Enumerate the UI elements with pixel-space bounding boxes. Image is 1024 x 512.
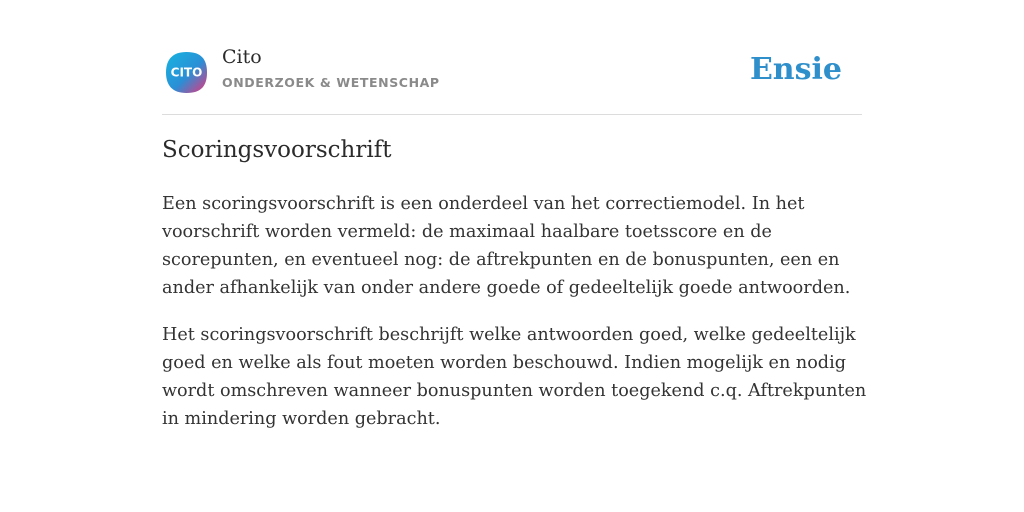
header	[162, 44, 862, 115]
page-title: Scoringsvoorschrift	[162, 137, 392, 163]
logo-text: CITO	[170, 65, 203, 80]
paragraph: Een scoringsvoorschrift is een onderdeel van het correctiemodel. In het voorschrift worden vermeld: de maximaal haalbare toetsscore en de scorepunten, en eventueel nog: de aftrekpunten en de bonuspunten, een en ander afhankelijk van onder andere goede of gedeeltelijk goede antwoorden.	[162, 194, 851, 298]
org-subtitle: ONDERZOEK & WETENSCHAP	[222, 75, 440, 90]
ensie-logo[interactable]: Ensie	[749, 52, 842, 87]
cito-logo[interactable]	[165, 51, 208, 94]
article-body	[162, 190, 867, 452]
paragraph: Het scoringsvoorschrift beschrijft welke antwoorden goed, welke gedeeltelijk goed en welke als fout moeten worden beschouwd. Indien mogelijk en nodig wordt omschreven wanneer bonuspunten worden toegekend c.q. Aftrekpunten in mindering worden gebracht.	[162, 325, 867, 429]
org-name[interactable]: Cito	[222, 46, 262, 68]
